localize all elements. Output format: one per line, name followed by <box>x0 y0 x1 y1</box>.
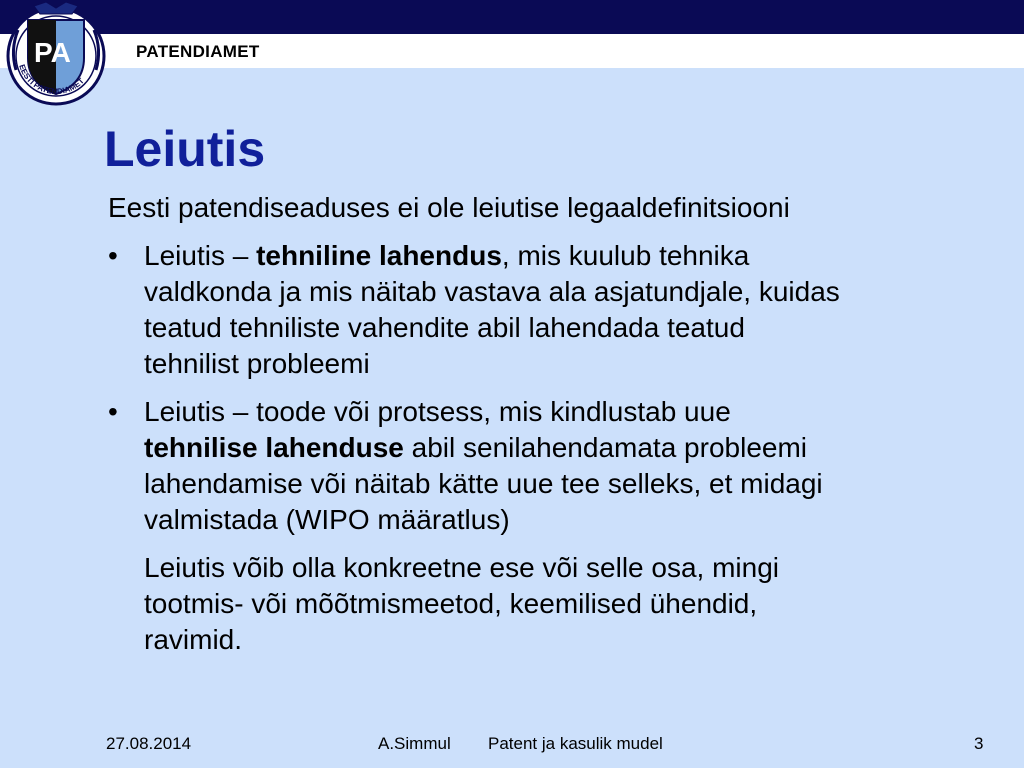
bullet-glyph: • <box>108 396 118 427</box>
bullet-2-line-3: lahendamise või näitab kätte uue tee selleks, et midagi <box>144 468 823 499</box>
note-line-1: Leiutis võib olla konkreetne ese või selle osa, mingi <box>144 552 780 583</box>
note-line-2: tootmis- või mõõtmismeetod, keemilised ühendid, <box>144 588 758 619</box>
svg-text:EESTI PATENDIAMET: EESTI PATENDIAMET <box>17 63 86 97</box>
bullet-item-2 <box>108 394 1008 538</box>
intro-text: Eesti patendiseaduses ei ole leiutise legaaldefinitsiooni <box>108 192 790 223</box>
bullet-item-1 <box>108 238 1008 382</box>
bullet-1-line-4: tehnilist probleemi <box>144 348 370 379</box>
bullet-1-line-3: teatud tehniliste vahendite abil lahendada teatud <box>144 312 745 343</box>
note-line-3: ravimid. <box>144 624 243 655</box>
bullet-1-emphasis: tehniline lahendus <box>256 240 502 271</box>
footer-date: 27.08.2014 <box>106 734 192 753</box>
footer-topic: Patent ja kasulik mudel <box>488 734 663 753</box>
slide-body <box>108 190 1008 658</box>
patendiamet-logo <box>0 0 112 106</box>
footer-page-number: 3 <box>974 734 984 753</box>
slide-title: Leiutis <box>104 121 266 177</box>
bullet-1-line-2: valdkonda ja mis näitab vastava ala asjatundjale, kuidas <box>144 276 840 307</box>
note-paragraph <box>108 550 1008 658</box>
bullet-2-line-4: valmistada (WIPO määratlus) <box>144 504 510 535</box>
bullet-1-line-1: Leiutis – tehniline lahendus, mis kuulub tehnika <box>144 240 750 271</box>
org-name: PATENDIAMET <box>136 42 260 61</box>
bullet-2-emphasis: tehnilise lahenduse <box>144 432 404 463</box>
header-top-band <box>0 0 1024 34</box>
footer-author: A.Simmul <box>378 734 451 753</box>
bullet-2-line-1: Leiutis – toode või protsess, mis kindlustab uue <box>144 396 731 427</box>
svg-text:PA: PA <box>34 37 71 68</box>
bullet-2-line-2: tehnilise lahenduse abil senilahendamata probleemi <box>144 432 808 463</box>
bullet-glyph: • <box>108 240 118 271</box>
